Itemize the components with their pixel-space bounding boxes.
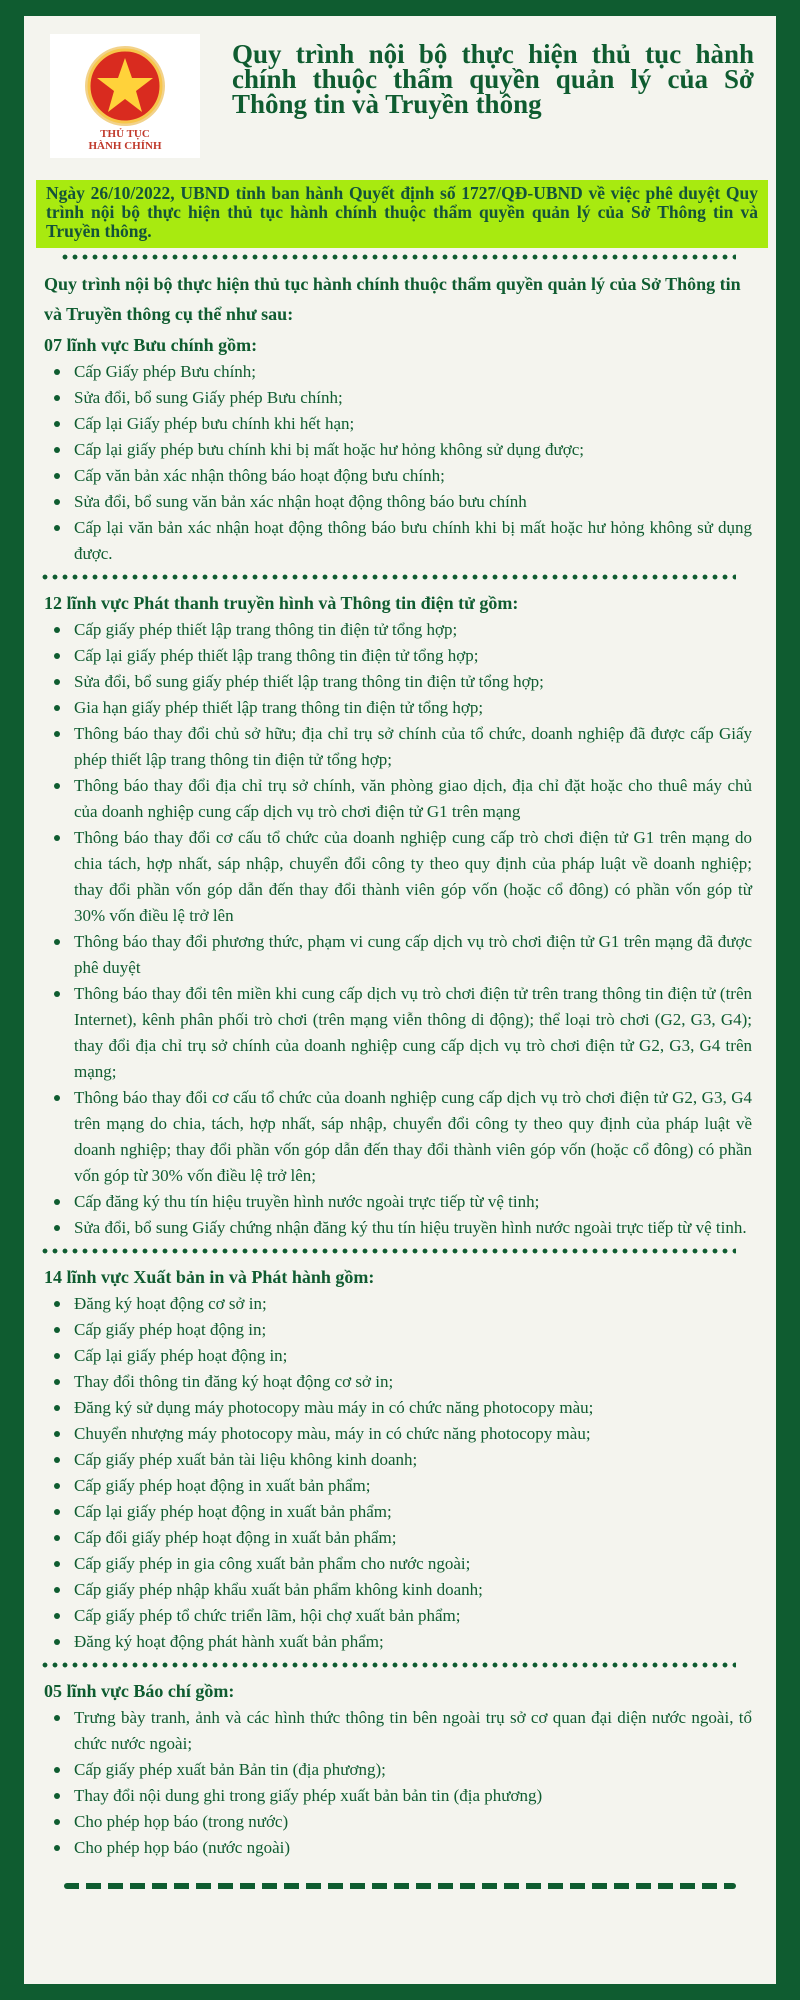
list-item: Cấp giấy phép hoạt động in;	[74, 1317, 752, 1343]
procedure-list	[44, 359, 752, 567]
dotted-divider	[40, 1247, 736, 1255]
list-item: Gia hạn giấy phép thiết lập trang thông tin điện tử tổng hợp;	[74, 695, 752, 721]
procedure-section	[44, 1677, 752, 1861]
section-heading: 07 lĩnh vực Bưu chính gồm:	[44, 335, 258, 355]
list-item: Cấp văn bản xác nhận thông báo hoạt động bưu chính;	[74, 463, 752, 489]
dotted-divider	[60, 253, 736, 261]
list-item: Cấp giấy phép xuất bản Bản tin (địa phương);	[74, 1757, 752, 1783]
procedure-list	[44, 1291, 752, 1655]
list-item: Cấp Giấy phép Bưu chính;	[74, 359, 752, 385]
intro-text: Quy trình nội bộ thực hiện thủ tục hành chính thuộc thẩm quyền quản lý của Sở Thông tin và Truyền thông cụ thể như sau:	[44, 274, 741, 324]
list-item: Chuyển nhượng máy photocopy màu, máy in có chức năng photocopy màu;	[74, 1421, 752, 1447]
procedure-section	[44, 331, 752, 567]
list-item: Thông báo thay đổi tên miền khi cung cấp dịch vụ trò chơi điện tử trên trang thông tin điện tử (trên Internet), kênh phân phối trò chơi (trên mạng viễn thông di động); thể loại trò chơi (G2, G3, G4); thay đổi địa chỉ trụ sở chính của doanh nghiệp cung cấp dịch vụ trò chơi điện tử G2, G3, G4 trên mạng;	[74, 981, 752, 1085]
list-item: Thay đổi nội dung ghi trong giấy phép xuất bản bản tin (địa phương)	[74, 1783, 752, 1809]
list-item: Thông báo thay đổi phương thức, phạm vi cung cấp dịch vụ trò chơi điện tử G1 trên mạng đã được phê duyệt	[74, 929, 752, 981]
list-item: Đăng ký sử dụng máy photocopy màu máy in có chức năng photocopy màu;	[74, 1395, 752, 1421]
procedure-list	[44, 1705, 752, 1861]
list-item: Đăng ký hoạt động cơ sở in;	[74, 1291, 752, 1317]
list-item: Cấp lại giấy phép bưu chính khi bị mất hoặc hư hỏng không sử dụng được;	[74, 437, 752, 463]
list-item: Thông báo thay đổi chủ sở hữu; địa chỉ trụ sở chính của tổ chức, doanh nghiệp đã được cấp Giấy phép thiết lập trang thông tin điện tử tổng hợp;	[74, 721, 752, 773]
section-heading: 05 lĩnh vực Báo chí gồm:	[44, 1681, 235, 1701]
list-item: Cấp giấy phép nhập khẩu xuất bản phẩm không kinh doanh;	[74, 1577, 752, 1603]
administrative-procedure-logo	[50, 34, 200, 158]
page-title: Quy trình nội bộ thực hiện thủ tục hành chính thuộc thẩm quyền quản lý của Sở Thông tin và Truyền thông	[232, 39, 754, 119]
procedure-section	[44, 1263, 752, 1655]
infographic-page	[24, 16, 776, 1984]
list-item: Sửa đổi, bổ sung Giấy phép Bưu chính;	[74, 385, 752, 411]
logo-text-line-1: THỦ TỤC	[100, 128, 150, 140]
list-item: Cấp lại giấy phép thiết lập trang thông tin điện tử tổng hợp;	[74, 643, 752, 669]
list-item: Cấp lại giấy phép hoạt động in xuất bản phẩm;	[74, 1499, 752, 1525]
section-heading: 12 lĩnh vực Phát thanh truyền hình và Thông tin điện tử gồm:	[44, 593, 519, 613]
header	[24, 16, 776, 156]
list-item: Thay đổi thông tin đăng ký hoạt động cơ sở in;	[74, 1369, 752, 1395]
list-item: Cho phép họp báo (nước ngoài)	[74, 1835, 752, 1861]
list-item: Cấp đổi giấy phép hoạt động in xuất bản phẩm;	[74, 1525, 752, 1551]
list-item: Cấp giấy phép in gia công xuất bản phẩm cho nước ngoài;	[74, 1551, 752, 1577]
list-item: Cấp lại giấy phép hoạt động in;	[74, 1343, 752, 1369]
list-item: Sửa đổi, bổ sung Giấy chứng nhận đăng ký thu tín hiệu truyền hình nước ngoài trực tiếp từ vệ tinh.	[74, 1215, 752, 1241]
list-item: Cấp giấy phép hoạt động in xuất bản phẩm;	[74, 1473, 752, 1499]
dotted-divider	[40, 573, 736, 581]
procedure-list	[44, 617, 752, 1241]
logo-text-line-2: HÀNH CHÍNH	[88, 140, 162, 152]
list-item: Cấp đăng ký thu tín hiệu truyền hình nước ngoài trực tiếp từ vệ tinh;	[74, 1189, 752, 1215]
summary-box: Ngày 26/10/2022, UBND tỉnh ban hành Quyết định số 1727/QĐ-UBND về việc phê duyệt Quy trình nội bộ thực hiện thủ tục hành chính thuộc thẩm quyền quản lý của Sở Thông tin và Truyền thông.	[36, 180, 768, 248]
list-item: Cấp lại Giấy phép bưu chính khi hết hạn;	[74, 411, 752, 437]
list-item: Thông báo thay đổi cơ cấu tổ chức của doanh nghiệp cung cấp trò chơi điện tử G1 trên mạng do chia tách, hợp nhất, sáp nhập, chuyển đổi công ty theo quy định của pháp luật về doanh nghiệp; thay đổi phần vốn góp dẫn đến thay đổi thành viên góp vốn (hoặc cổ đông) có phần vốn góp từ 30% vốn điều lệ trở lên	[74, 825, 752, 929]
list-item: Cấp giấy phép tổ chức triển lãm, hội chợ xuất bản phẩm;	[74, 1603, 752, 1629]
procedure-section	[44, 589, 752, 1241]
list-item: Cấp giấy phép thiết lập trang thông tin điện tử tổng hợp;	[74, 617, 752, 643]
dotted-divider	[40, 1661, 736, 1669]
section-heading: 14 lĩnh vực Xuất bản in và Phát hành gồm:	[44, 1267, 375, 1287]
list-item: Sửa đổi, bổ sung giấy phép thiết lập trang thông tin điện tử tổng hợp;	[74, 669, 752, 695]
list-item: Thông báo thay đổi cơ cấu tổ chức của doanh nghiệp cung cấp dịch vụ trò chơi điện tử G2, G3, G4 trên mạng do chia, tách, hợp nhất, sáp nhập, chuyển đổi công ty theo quy định của pháp luật về doanh nghiệp; thay đổi phần vốn góp dẫn đến thay đổi thành viên góp vốn (hoặc cổ đông) có phần vốn góp từ 30% vốn điều lệ trở lên;	[74, 1085, 752, 1189]
dashed-divider	[64, 1883, 736, 1889]
list-item: Sửa đổi, bổ sung văn bản xác nhận hoạt động thông báo bưu chính	[74, 489, 752, 515]
list-item: Cấp giấy phép xuất bản tài liệu không kinh doanh;	[74, 1447, 752, 1473]
list-item: Đăng ký hoạt động phát hành xuất bản phẩm;	[74, 1629, 752, 1655]
list-item: Thông báo thay đổi địa chỉ trụ sở chính, văn phòng giao dịch, địa chỉ đặt hoặc cho thuê máy chủ của doanh nghiệp cung cấp dịch vụ trò chơi điện tử G1 trên mạng	[74, 773, 752, 825]
list-item: Trưng bày tranh, ảnh và các hình thức thông tin bên ngoài trụ sở cơ quan đại diện nước ngoài, tổ chức nước ngoài;	[74, 1705, 752, 1757]
list-item: Cho phép họp báo (trong nước)	[74, 1809, 752, 1835]
sections-container	[24, 331, 776, 1861]
list-item: Cấp lại văn bản xác nhận hoạt động thông báo bưu chính khi bị mất hoặc hư hỏng không sử dụng được.	[74, 515, 752, 567]
